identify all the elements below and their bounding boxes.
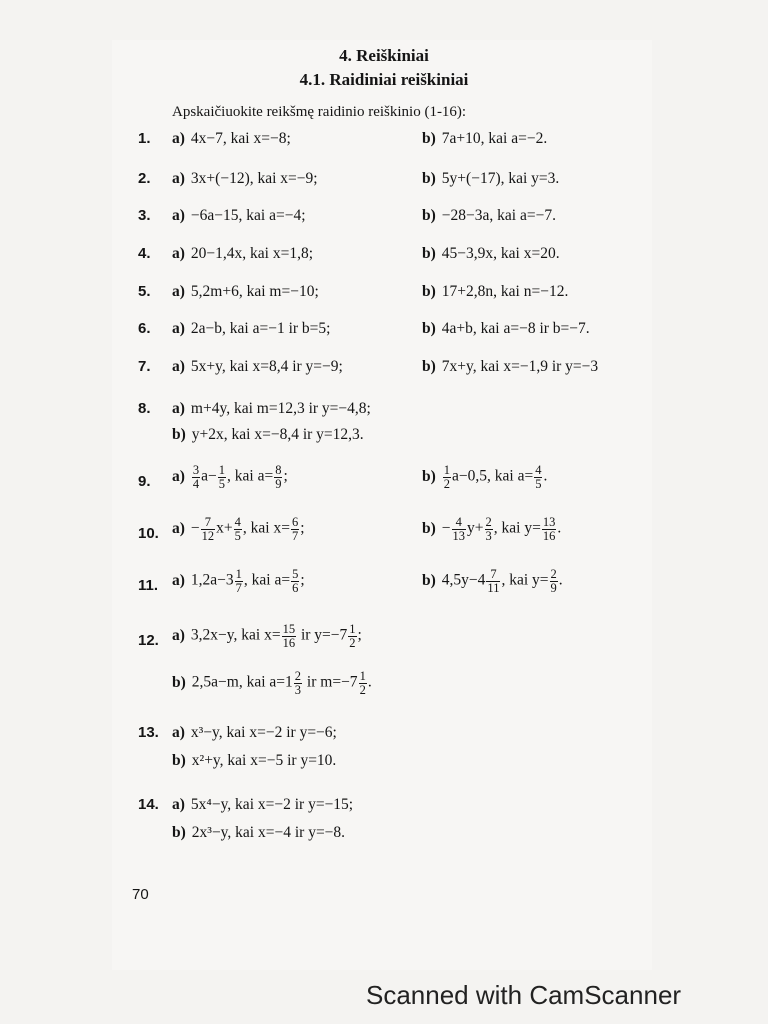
exercise-2a: a) 3x+(−12), kai x=−9;: [172, 170, 318, 187]
exercise-7a: a) 5x+y, kai x=8,4 ir y=−9;: [172, 358, 343, 375]
exercise-4b: b) 45−3,9x, kai x=20.: [422, 245, 560, 262]
exercise-number: 13.: [138, 724, 159, 741]
exercise-8b: b) y+2x, kai x=−8,4 ir y=12,3.: [172, 426, 364, 443]
exercise-5a: a) 5,2m+6, kai m=−10;: [172, 283, 319, 300]
exercise-10b: b) − $\frac{4}{13}$ y+ $\frac{2}{3}$ , kai y= $\frac{13}{16}$ .: [422, 515, 562, 543]
exercise-9a: a) $\frac{3}{4}$ a− $\frac{1}{5}$ , kai a= $\frac{8}{9}$ ;: [172, 463, 288, 491]
exercise-1a: a) 4x−7, kai x=−8;: [172, 130, 291, 147]
exercise-number: 1.: [138, 130, 151, 147]
exercise-3b: b) −28−3a, kai a=−7.: [422, 207, 556, 224]
exercise-number: 11.: [138, 577, 159, 594]
page-number: 70: [132, 886, 149, 903]
exercise-2b: b) 5y+(−17), kai y=3.: [422, 170, 560, 187]
exercise-number: 6.: [138, 320, 151, 337]
exercise-13b: b) x²+y, kai x=−5 ir y=10.: [172, 752, 337, 769]
exercise-11a: a) 1,2a−3 $\frac{1}{7}$ , kai a= $\frac{5}{6}$ ;: [172, 567, 305, 595]
exercise-12a: a) 3,2x−y, kai x= $\frac{15}{16}$ ir y=−7 $\frac{1}{2}$ ;: [172, 622, 362, 650]
section-title: 4.1. Raidiniai reiškiniai: [299, 70, 469, 89]
exercise-13a: a) x³−y, kai x=−2 ir y=−6;: [172, 724, 337, 741]
scanner-watermark: Scanned with CamScanner: [366, 980, 682, 1010]
instructions: Apskaičiuokite reikšmę raidinio reiškinio (1-16):: [172, 104, 467, 120]
exercise-6a: a) 2a−b, kai a=−1 ir b=5;: [172, 320, 331, 337]
exercise-3a: a) −6a−15, kai a=−4;: [172, 207, 306, 224]
exercise-number: 5.: [138, 283, 151, 300]
exercise-number: 7.: [138, 358, 151, 375]
exercise-6b: b) 4a+b, kai a=−8 ir b=−7.: [422, 320, 590, 337]
chapter-title: 4. Reiškiniai: [339, 46, 429, 65]
exercise-12b: b) 2,5a−m, kai a=1 $\frac{2}{3}$ ir m=−7 $\frac{1}{2}$ .: [172, 669, 372, 697]
exercise-number: 3.: [138, 207, 151, 224]
exercise-14b: b) 2x³−y, kai x=−4 ir y=−8.: [172, 824, 346, 841]
exercise-number: 10.: [138, 525, 159, 542]
exercise-1b: b) 7a+10, kai a=−2.: [422, 130, 548, 147]
exercise-number: 9.: [138, 473, 151, 490]
exercise-14a: a) 5x⁴−y, kai x=−2 ir y=−15;: [172, 796, 354, 813]
exercise-number: 8.: [138, 400, 151, 417]
exercise-7b: b) 7x+y, kai x=−1,9 ir y=−3: [422, 358, 599, 375]
exercise-5b: b) 17+2,8n, kai n=−12.: [422, 283, 569, 300]
exercise-number: 2.: [138, 170, 151, 187]
exercise-4a: a) 20−1,4x, kai x=1,8;: [172, 245, 314, 262]
exercise-number: 14.: [138, 796, 159, 813]
exercise-10a: a) − $\frac{7}{12}$ x+ $\frac{4}{5}$ , kai x= $\frac{6}{7}$ ;: [172, 515, 305, 543]
exercise-number: 12.: [138, 632, 159, 649]
exercise-number: 4.: [138, 245, 151, 262]
exercise-9b: b) $\frac{1}{2}$ a−0,5, kai a= $\frac{4}{5}$ .: [422, 463, 548, 491]
exercise-11b: b) 4,5y−4 $\frac{7}{11}$ , kai y= $\frac{2}{9}$ .: [422, 567, 563, 595]
exercise-8a: a) m+4y, kai m=12,3 ir y=−4,8;: [172, 400, 371, 417]
